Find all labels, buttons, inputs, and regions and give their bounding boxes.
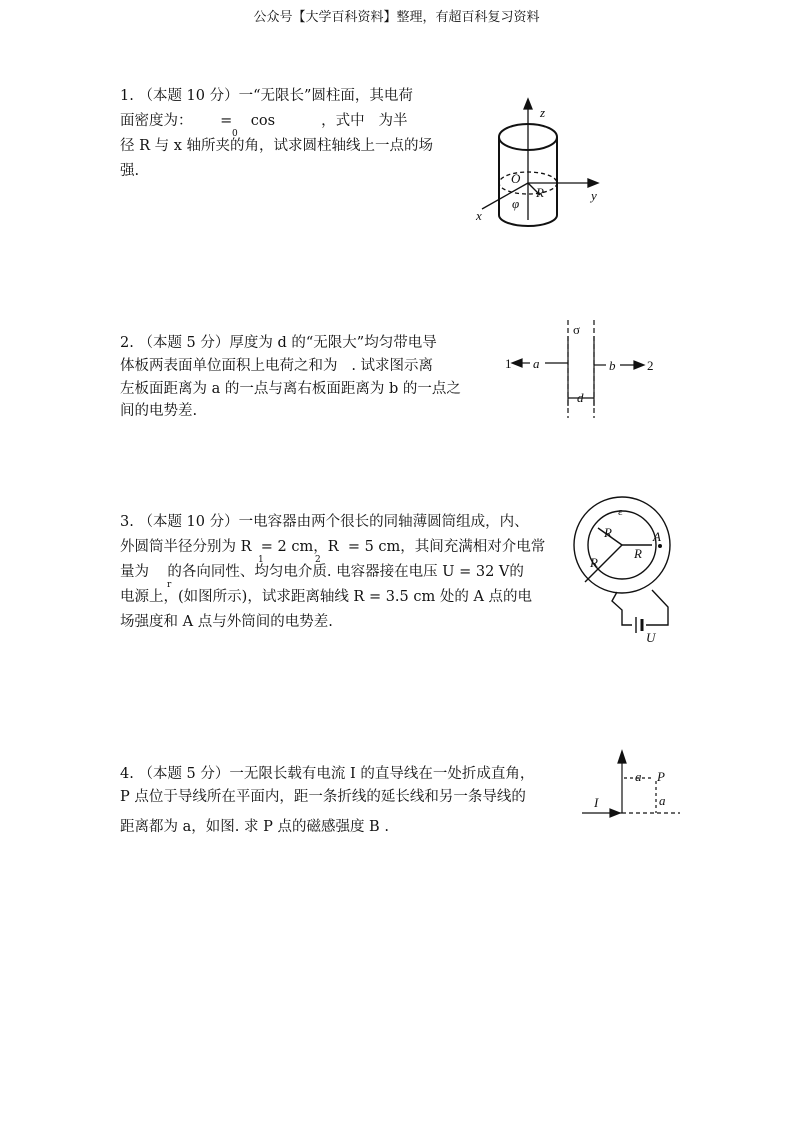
- page-header: 公众号【大学百科资料】整理，有超百科复习资料: [253, 10, 540, 25]
- plate-figure: [500, 318, 670, 423]
- q2-line: 左板面距离为 a 的一点与离右板面距离为 b 的一点之: [120, 381, 461, 397]
- q3-line: 外圆筒半径分别为 R = 2 cm，R = 5 cm，其间充满相对介电常: [120, 539, 546, 555]
- q3-line: 3. （本题 10 分）一电容器由两个很长的同轴薄圆筒组成，内、: [120, 514, 529, 530]
- label-r1: R: [604, 525, 612, 540]
- q4-line: 距离都为 a，如图. 求 P 点的磁感强度 B .: [120, 819, 389, 835]
- q2-line: 间的电势差.: [120, 403, 198, 419]
- q1-line: 面密度为： = cos ，式中 为半: [120, 113, 408, 129]
- label-a: A: [653, 529, 661, 544]
- label-phi: φ: [512, 196, 520, 211]
- capacitor-figure: [570, 495, 680, 645]
- label-epsilon: ε: [618, 506, 623, 518]
- label-y: y: [591, 188, 597, 203]
- q2-line: 2. （本题 5 分）厚度为 d 的“无限大”均匀带电导: [120, 335, 437, 351]
- label-x: x: [476, 208, 482, 223]
- label-a: a: [533, 356, 540, 371]
- q3-line: 电源上，(如图所示)，试求距离轴线 R = 3.5 cm 处的 A 点的电: [120, 589, 533, 605]
- label-a-vertical: a: [659, 793, 666, 808]
- q3-line: 场强度和 A 点与外筒间的电势差.: [120, 614, 333, 630]
- q4-line: P 点位于导线所在平面内，距一条折线的延长线和另一条导线的: [120, 789, 526, 805]
- label-point-1: 1: [505, 356, 512, 371]
- subscript: r: [167, 580, 172, 590]
- q1-line: 径 R 与 x 轴所夹的角，试求圆柱轴线上一点的场: [120, 138, 434, 154]
- label-sigma: σ: [573, 322, 581, 337]
- subscript: 0: [232, 129, 238, 139]
- q4-line: 4. （本题 5 分）一无限长载有电流 I 的直导线在一处折成直角，: [120, 766, 535, 782]
- label-b: b: [609, 358, 616, 373]
- label-point-2: 2: [647, 358, 654, 373]
- q1-line: 强.: [120, 163, 140, 179]
- label-r: R: [634, 546, 642, 561]
- subscript: 2: [315, 555, 321, 565]
- label-u: U: [646, 630, 656, 645]
- label-a-horizontal: a: [635, 769, 642, 784]
- label-p: P: [657, 769, 665, 784]
- label-i: I: [594, 795, 599, 810]
- q1-line: 1. （本题 10 分）一“无限长”圆柱面，其电荷: [120, 88, 413, 104]
- q2-line: 体板两表面单位面积上电荷之和为 . 试求图示离: [120, 358, 434, 374]
- q3-line: 量为 的各向同性、均匀电介质. 电容器接在电压 U = 32 V的: [120, 564, 524, 580]
- label-o: O: [511, 171, 521, 186]
- label-d: d: [577, 390, 584, 405]
- subscript: 1: [258, 555, 264, 565]
- wire-figure: [580, 745, 690, 825]
- label-r: R: [536, 185, 544, 200]
- label-r2: R: [590, 555, 598, 570]
- cylinder-figure: [470, 95, 610, 230]
- label-z: z: [540, 105, 546, 120]
